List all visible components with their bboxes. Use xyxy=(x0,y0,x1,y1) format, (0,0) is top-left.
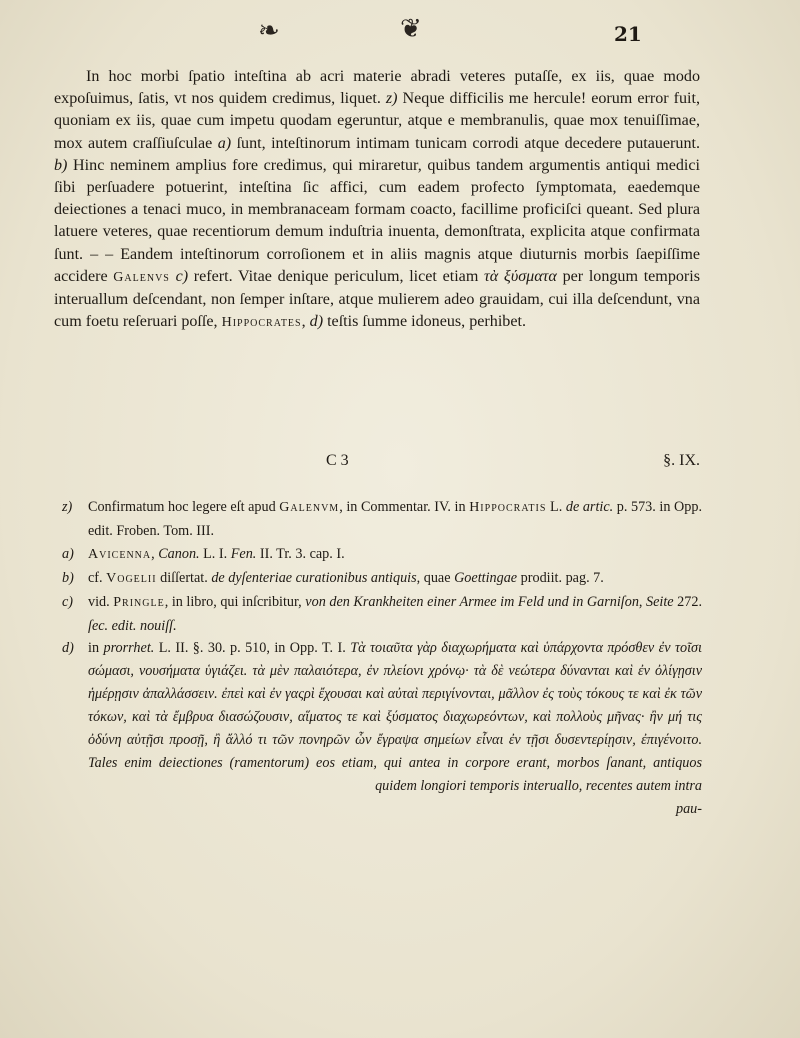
footnote-segment: vid. xyxy=(88,593,114,610)
main-text-segment: , xyxy=(301,313,310,331)
main-text-segment: a) xyxy=(217,134,232,152)
printers-ornament-left: ❧ xyxy=(258,16,280,46)
footnote-segment: Hippocratis xyxy=(469,500,547,515)
signature-mark: C 3 xyxy=(326,452,349,469)
footnote-segment: , xyxy=(638,593,647,610)
footnote xyxy=(62,567,702,591)
footnote-segment: , xyxy=(151,545,159,562)
footnote xyxy=(62,496,702,543)
footnote-segment: Pringle xyxy=(113,594,165,610)
footnote-segment: Tales enim deiectiones (ramentorum) eos etiam, qui antea in corpore erant, morbos ſanant, antiquos quidem longiori temporis interuallo, recentes autem intra xyxy=(88,754,702,794)
catchword: pau- xyxy=(675,800,702,817)
main-text-segment: d) xyxy=(309,313,324,331)
footnote xyxy=(62,637,702,820)
footnote-segment: von den Krankheiten einer Armee im Feld und in Garniſon xyxy=(305,593,639,610)
footnote-segment: Confirmatum hoc legere eſt apud xyxy=(88,499,280,515)
main-text xyxy=(54,66,700,334)
main-text-segment: teſtis ſumme idoneus, perhibet. xyxy=(323,313,526,331)
footnote-segment: prodiit. pag. 7. xyxy=(517,569,604,586)
footnote-segment: de artic. xyxy=(565,499,614,515)
main-text-segment: Galenvs xyxy=(113,269,170,285)
footnote-segment: Fen. xyxy=(230,545,257,562)
footnote-segment: Τὰ τοιαῦτα γὰρ διαχωρήματα καὶ ὑπάρχοντα πρόσθεν ἐν τοῖσι σώμασι, νουσήματα ὑγιάζει. τὰ μὲν παλαιότερα, ἐν πλείονι χρόνῳ· τὰ δὲ νεώτερα δύνανται καὶ ἐν ὀλίγῃσιν ἡμέρῃσιν ἀπαλλάσσειν. ἐπεὶ καὶ ἐν γαςρὶ ἔχουσαι καὶ αὐταὶ περιγίνονται, μᾶλλον ἐς τοὺς τόκους τε καὶ ἐκ τῶν τόκων, καὶ τὰ ἔμβρυα διασώζουσιν, αἵματος τε καὶ ξύσματος διαχωρεόντων, καὶ πολλοὺς μῆνας· ἢν μή τις ὀδύνη αὐτῇσι προσῇ, ἢ ἄλλό τι τῶν πονηρῶν ὧν ἔγραψα σημείων εἶναι ἐν τῇσι δυσεντερίῃσιν, ἐπιγένοιτο. xyxy=(88,640,702,749)
footnote-segment: prorrhet. xyxy=(103,640,155,657)
footnote-segment: , in Commentar. IV. in xyxy=(339,499,470,515)
next-section-heading: §. IX. xyxy=(663,452,700,469)
footnote-segment: in xyxy=(88,640,104,657)
main-text-segment: refert. Vitae denique periculum, licet etiam xyxy=(188,267,485,285)
main-text-segment: τὰ ξύσματα xyxy=(484,267,557,285)
main-text-segment: z) xyxy=(385,90,398,108)
main-text-segment: Hinc neminem amplius fore credimus, qui miraretur, quibus tandem argumentis antiqui medici ſibi perſuadere potuerint, inteſtina ſic affici, cum eadem profecto ſymptomata, eaedemque deiectiones a tenaci muco, in membranaceam formam coacto, facillime proficiſci queant. Sed plura latuere veteres, quae recentiorum demum induſtria inuenta, demonſtrata, explicita atque confirmata ſunt. – – Eandem inteſtinorum corroſionem et in aliis magnis atque diuturnis morbis ſaepiſſime accidere xyxy=(54,156,700,285)
footnote-segment: diſſertat. xyxy=(156,569,212,586)
main-text-segment: Neque difficilis me hercule! eorum error fuit, quoniam ex iis, quae cum impetu quodam egeruntur, atque e membranulis, quae mox tenuiſſimae, mox autem craſſiuſculae xyxy=(54,90,700,152)
footnote-label: z) xyxy=(62,499,73,515)
footnote-segment: L. II. §. 30. p. 510, in Opp. T. I. xyxy=(154,640,351,657)
main-text-segment: Hippocrates xyxy=(221,315,302,331)
footnote-label: c) xyxy=(62,593,74,610)
footnote-segment: Goettingae xyxy=(454,569,518,586)
main-paragraph xyxy=(54,66,700,334)
footnote-segment: Galenvm xyxy=(279,500,340,515)
footnote-segment: , in libro, qui inſcribitur, xyxy=(164,593,306,610)
main-text-segment: per longum temporis interuallum deſcendant, non ſemper inſtare, atque mulierem adeo grauidam, cui illa deſcendunt, vna cum foetu reſeruari poſſe, xyxy=(54,267,701,331)
footnote-segment: 272. xyxy=(673,593,702,610)
footnote-segment: L. I. xyxy=(199,545,231,562)
main-text-segment: ſunt, inteſtinorum intimam tunicam corrodi atque decedere putauerunt. xyxy=(231,134,701,152)
footnote-label: b) xyxy=(62,569,74,586)
footnote-segment: Canon. xyxy=(158,545,200,562)
footnote xyxy=(62,591,702,638)
footnote-segment: L. xyxy=(546,499,566,515)
page-header xyxy=(0,14,800,54)
footnote-segment: ſec. edit. nouiſſ. xyxy=(88,617,177,634)
main-text-segment: In hoc morbi ſpatio inteſtina ab acri materie abradi veteres putaſſe, ex iis, quae modo expoſuimus, ſatis, vt nos quidem credimus, liquet. xyxy=(54,68,700,108)
page-number: 21 xyxy=(614,22,642,46)
footnote-segment: , quae xyxy=(416,569,455,586)
footnote-segment: II. Tr. 3. cap. I. xyxy=(256,545,345,562)
footnote-label: d) xyxy=(62,640,74,657)
footnote-segment: Avicenna xyxy=(88,546,152,562)
footnote-segment: Vogelii xyxy=(106,570,157,586)
footnotes xyxy=(62,496,702,821)
main-text-segment: b) xyxy=(54,156,68,174)
footnote-segment: Seite xyxy=(646,593,674,610)
footnote-segment: p. 573. in Opp. edit. Froben. Tom. III. xyxy=(88,499,703,539)
footnote-label: a) xyxy=(62,545,74,562)
main-text-segment: c) xyxy=(175,267,189,285)
footnote xyxy=(62,543,702,567)
footnote-segment: cf. xyxy=(88,569,107,586)
footnote-segment: de dyſenteriae curationibus antiquis xyxy=(211,569,417,586)
signature-line xyxy=(54,446,700,472)
printers-ornament-right: ❦ xyxy=(400,14,422,44)
